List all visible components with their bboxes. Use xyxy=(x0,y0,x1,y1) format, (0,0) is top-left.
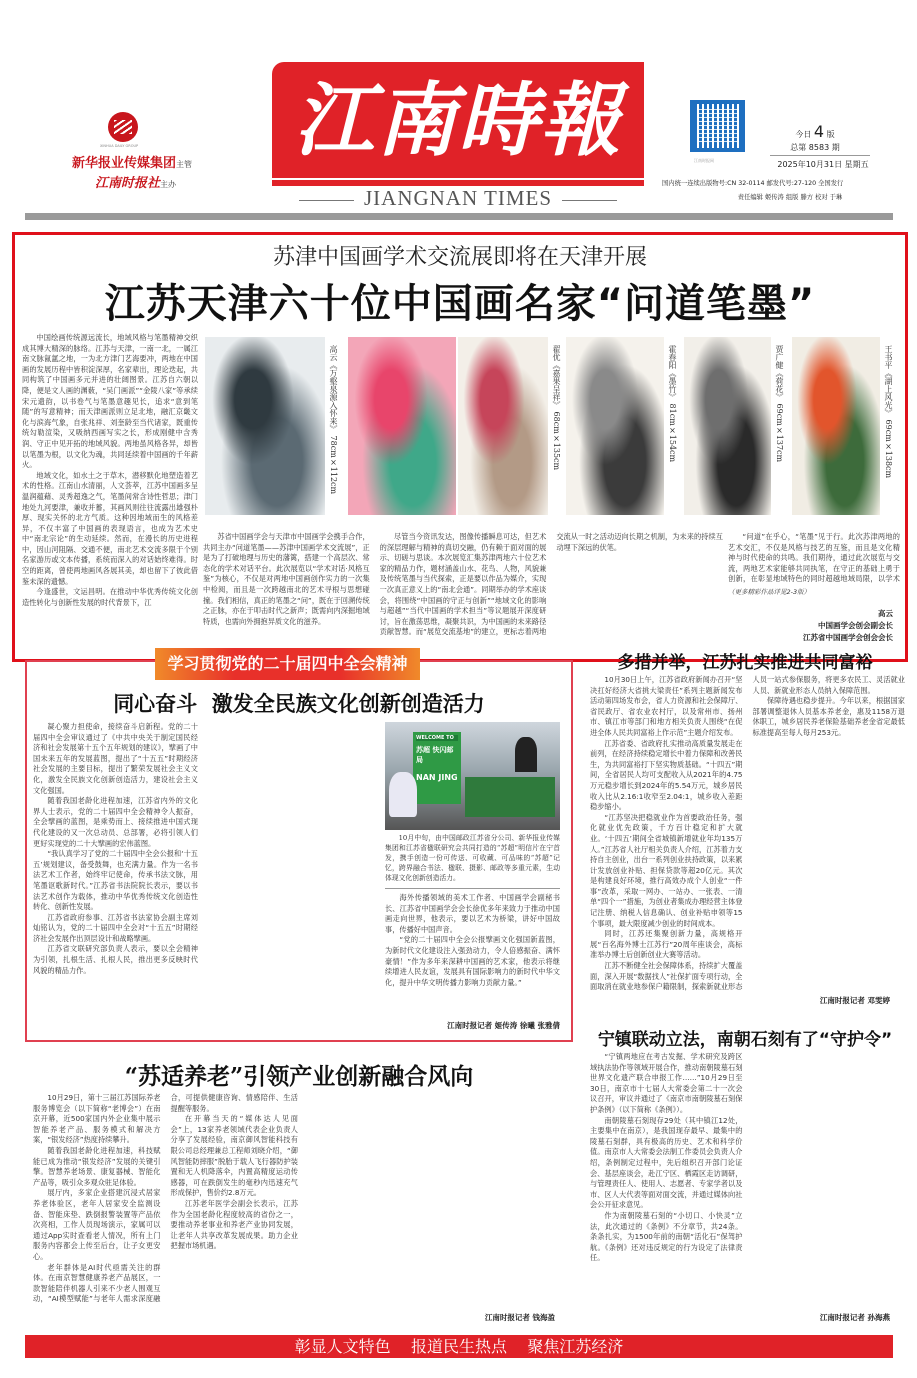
more-works-note: （更多精彩作品详见2-3版） xyxy=(728,588,811,596)
plenum-banner: 学习贯彻党的二十届四中全会精神 xyxy=(155,648,420,680)
lead-closing-paragraph: “问道”在乎心，“笔墨”见于行。此次苏津两地的艺术交汇，不仅是风格与技艺的互鉴，而且是文化精神与时代使命的共鸣。我们期待，通过此次展览与交流，两地艺术家能够共同执笔，在守正的基础上勇于创新，在彰显地域特色的同时超越地域局限，以学术 xyxy=(728,532,900,584)
photo-caption: 10月中旬，由中国邮政江苏省分公司、新华报业传媒集团和江苏省楹联研究会共同打造的“苏超”明信片在宁首发，携手创造一份可传送、可收藏、可品味的“苏超”记忆，跨界融合书法、楹联、摄影、邮政等多重元素，生动体现文化创新创造活力。 xyxy=(385,834,560,882)
paragraph: 随着我国老龄化进程加速，江苏省内外的文化界人士表示，党的二十届四中全会精神令人振奋，全会擘画的蓝图，是乘势而上、接续推进中国式现代化建设的又一次总动员、总部署，必将引领人们更好实现党的二十大擘画的宏伟蓝图。 xyxy=(33,796,198,848)
paragraph: 江苏省委、省政府扎实推动高质量发展走在前列，在经济持续稳定增长中着力保障和改善民生，为共同富裕打下坚实物质基础。“十四五”期间，全省居民人均可支配收入从2021年的4.75万元稳步增长到2024年的5.54万元，城乡居民收入比从2.16:1收窄至2.04:1，城乡收入差距稳步缩小。 xyxy=(590,738,743,812)
person xyxy=(515,737,537,772)
paragraph: 10月30日上午，江苏省政府新闻办召开“坚决扛好经济大省挑大梁责任”系列主题新闻发布活动第四场发布会，省人力资源和社会保障厅、省民政厅、省农业农村厅，以及常州市、扬州市、镇江市等部门和地方相关负责人围绕“在促进全体人民共同富裕上作示范”主题介绍发布。 xyxy=(590,675,743,737)
paragraph: 老年群体是AI时代亟需关注的群体。在南京智慧健康养老产品展区，一款智能陪伴机器人引来不少老人围观互动，“AI模型赋能”与老年人需求深度融合，可提供健康咨询、情感陪伴、生活提醒等服务。 xyxy=(33,1093,298,1304)
paragraph: 今逢盛世，文运昌明。在推动中华优秀传统文化创造性转化与创新性发展的时代背景下，江 xyxy=(22,587,198,607)
mascot xyxy=(389,772,417,817)
plenum-headline: 同心奋斗 激发全民族文化创新创造活力 xyxy=(113,691,485,716)
sponsor-group: 新华报业传媒集团主管 xyxy=(72,156,193,171)
plenum-right-column: 海外传播领域的美术工作者、中国画学会副秘书长、江苏省中国画学会会长徐优多年来致力于推动中国画走向世界，他表示，要以艺术为桥梁，讲好中国故事，传播好中国声音。 “党的二十届四中全会公报擘画文化强国新蓝图，为新时代文化建设注入强劲动力，令人倍感振奋、满怀豪情！”作为多年来深耕中国画的艺术家，他表示将继续增进人民友谊，发展具有国际影响力的新时代中华文化，提升中华文明传播力影响力贡献力量。” xyxy=(385,893,560,987)
xinhua-group-logo xyxy=(108,112,138,142)
publication-number: 国内统一连续出版物号:CN 32-0114 邮发代号:27-120 全国发行 xyxy=(662,180,844,187)
prosperity-headline: 多措并举，江苏扎实推进共同富裕 xyxy=(617,653,873,673)
stone-headline: 宁镇联动立法，南朝石刻有了“守护令” xyxy=(597,1030,893,1050)
editors: 责任编辑 姬传涛 组版 滕方 校对 于琳 xyxy=(737,194,843,201)
paragraph: 同时，江苏还集聚创新力量，高规格开展“百名海外博士江苏行”20周年座谈会，高标准举办博士后创新创业大赛等活动。 xyxy=(590,929,743,960)
paragraph: 作为南朝陵墓石刻的“小切口、小快灵”立法，此次通过的《条例》不分章节，共24条。条条扎实，为1500年前的南朝“活化石”保驾护航。《条例》还对违反规定的行为设定了法律责任。 xyxy=(590,1210,743,1263)
masthead-title: 江南時報 xyxy=(272,62,644,178)
paragraph: 江苏不断健全社会保障体系，持续扩大覆盖面，深入开展“数据找人”社保扩面专项行动，全面取消在就业地参保户籍限制，探索新就业形态人员一站式参保服务，将更多农民工、灵活就业人员、新就业形态人员纳入保障范围。 xyxy=(590,675,905,992)
english-title: JIANGNAN TIMES xyxy=(272,186,644,211)
painting-caption: 翟优《嘉果呈祥》 68cm×135cm xyxy=(552,345,561,471)
elderly-byline: 江南时报记者 钱海盈 xyxy=(484,1313,555,1322)
lead-closing xyxy=(728,532,900,585)
qr-label: 江南时报网 xyxy=(694,158,714,163)
paragraph: 10月29日，第十三届江苏国际养老服务博览会（以下简称“老博会”）在南京开幕，近500家国内外企业集中展示智能养老产品、服务模式和解决方案，“银发经济”热度持续攀升。 xyxy=(33,1093,161,1145)
qr-code-icon[interactable] xyxy=(690,100,745,152)
group-logo-text: XINHUA DAILY GROUP xyxy=(100,144,139,148)
paragraph: 江苏老年医学会副会长表示，江苏作为全国老龄化程度较高的省份之一，要推动养老事业和养老产业协同发展，让老年人共享改革发展成果。助力企业把握市场机遇。 xyxy=(170,1198,298,1251)
masthead-rule xyxy=(25,213,893,220)
lead-author: 高云 xyxy=(878,609,893,618)
painting xyxy=(458,337,548,515)
painting xyxy=(566,337,664,515)
paragraph: 苏省中国画学会与天津市中国画学会携手合作，共同主办“问道笔墨——苏津中国画学术交流展”，正是为了打破地理与历史的藩篱，搭建一个高层次、常态化的学术对话平台。此次展览以“学术对话·风格互鉴”为核心，不仅是对两地中国画创作实力的一次集中检阅，而且是一次跨越南北的艺术寻根与思想碰撞。我们相信，真正的笔墨之“问”，既在于回溯传统之正脉，亦在于叩击时代之新声；既需向内深掘地域特质，也需向外拥抱异质文化的滋养。 xyxy=(203,532,370,626)
elderly-body xyxy=(33,1093,573,1311)
photo-sign: WELCOME TO 苏超 快闪邮局 NAN JING xyxy=(413,732,461,804)
paragraph: 在开幕当天的“媒体达人见面会”上，13家养老领域代表企业负责人分享了发展经验，南京御风智能科技有限公司总经理兼总工程师刘晓介绍，“御风智能防摔服”脱胎于载人飞行器防护装置和无人机降落伞，内置高精度运动传感器，可在跌倒发生的毫秒内迅速充气形成保护，售价约2.8万元。 xyxy=(170,1114,298,1198)
stone-body xyxy=(590,1052,905,1310)
lead-author-title-1: 中国画学会创会副会长 xyxy=(818,621,893,630)
painting-caption: 贾广健《荷花》 69cm×137cm xyxy=(775,345,784,463)
painting xyxy=(792,337,880,515)
painting xyxy=(205,337,325,515)
counter xyxy=(465,777,555,817)
issue-date: 2025年10月31日 星期五 xyxy=(777,160,869,169)
paragraph: 随着我国老龄化进程加速，科技赋能已成为推动“银发经济”发展的关键引擎。智慧养老场景、康复器械、智能化产品等，吸引众多观众驻足体验。 xyxy=(33,1145,161,1187)
plenum-body xyxy=(33,722,373,1027)
footer-slogan-bar: 彰显人文特色 报道民生热点 聚焦江苏经济 xyxy=(25,1335,893,1358)
lead-bottom-text xyxy=(203,532,723,647)
lead-subtitle: 苏津中国画学术交流展即将在天津开展 xyxy=(272,245,647,270)
paragraph: “江苏坚决把稳就业作为首要政治任务，强化就业优先政策，千方百计稳定和扩大就业。‘十四五’期间全省城镇新增就业年均135万人。”江苏省人社厅相关负责人介绍，江苏着力支持自主创业，出台一系列创业扶持政策，以来累计发放创业补贴、担保贷款等超20亿元。其次是构建良好环境，推行高效办成个人创业“一件事”改革，采取一网办、一站办、一张表、一清单“四个一”措施，为创业者集成办理经营主体登记注册、纳税人信息确认、创业补贴申领等15个事项，最大限度减少创业的时间成本。 xyxy=(590,812,743,928)
prosperity-body xyxy=(590,675,905,993)
paragraph: 江苏省政府参事、江苏省书法家协会副主席刘灿铭认为，党的二十届四中全会对“十五五”时期经济社会发展作出顶层设计和战略擘画。 xyxy=(33,912,198,943)
paragraph: 保障待遇也稳步提升。今年以来，根据国家部署调整退休人员基本养老金，惠及1158万退休职工，城乡居民养老保险基础养老金省定最低标准提高至每人每月253元。 xyxy=(752,696,905,737)
lead-left-column xyxy=(22,333,198,631)
lead-headline: 江苏天津六十位中国画名家“问道笔墨” xyxy=(104,281,816,327)
paragraph: “宁镇两地应在考古发掘、学术研究及跨区域执法协作等领域开展合作，推动南朝陵墓石刻世界文化遗产联合申报工作……”10月29日至30日，南京市十七届人大常委会第二十一次会议召开，审议并通过了《南京市南朝陵墓石刻保护条例》（以下简称《条例》）。 xyxy=(590,1052,743,1114)
page-count: 今日 4 版 xyxy=(795,122,835,141)
stamp-booth-photo xyxy=(385,722,560,830)
plenum-byline: 江南时报记者 姬传涛 徐曦 张雅倩 xyxy=(447,1021,560,1030)
paragraph: 江苏省文联研究部负责人表示，要以全会精神为引领，扎根生活、扎根人民，推出更多反映时代风貌的精品力作。 xyxy=(33,944,198,975)
elderly-headline: “苏适养老”引领产业创新融合风向 xyxy=(124,1063,474,1090)
stone-byline: 江南时报记者 孙海燕 xyxy=(819,1313,890,1322)
paragraph: 尽管当今资讯发达，图像传播瞬息可达，但艺术的深层理解与精神的真切交融，仍有赖于面对面的展示、切磋与思谈。本次展览汇集苏津两地六十位艺术家的精品力作，题材涵盖山水、花鸟、人物，风貌兼及传统笔墨与当代探索，正是要以作品为媒介，实现一次真正意义上的“南北会通”。同期举办的学术座谈会，将围绕“中国画的守正与创新”“地域文化的影响与超越”“当代中国画的学术担当”等议题展开深度研讨，旨在激荡思维，凝聚共识，为中国画的未来路径贡献智慧。而“展览交流基地”的建立，更标志着两地交流从一时之活动迈向长期之机制，为未来的持续互动埋下深远的伏笔。 xyxy=(379,532,723,637)
paragraph: 凝心聚力担使命，接续奋斗启新程。党的二十届四中全会审议通过了《中共中央关于制定国民经济和社会发展第十五个五年规划的建议》，擘画了中国未来五年的发展蓝图，提出了“十五五”时期经济社会发展的主要目标，提出了繁荣发展社会主义文化，激发全民族文化创新创造活力，建设社会主义文化强国。 xyxy=(33,722,198,795)
divider xyxy=(770,155,870,156)
sponsor-paper: 江南时报社主办 xyxy=(95,176,177,191)
paragraph: 南朝陵墓石刻现存29处（其中镇江12处，主要集中在南京），是我国现存最早、最集中的陵墓石刻群，具有极高的历史、艺术和科学价值。南京市人大常委会法制工作委员会负责人介绍，条例制定过程中，先后组织召开部门论证会、基层座谈会，赴江宁区、栖霞区走访调研，与管理责任人、使用人、志愿者、专家学者以及市、区人大代表等面对面交流，并通过媒体向社会公开征求意见。 xyxy=(590,1115,743,1210)
painting xyxy=(684,337,771,515)
paragraph: “我认真学习了党的二十届四中全会公报和‘十五五’规划建议，备受鼓舞，也充满力量。作为一名书法艺术工作者，始终牢记使命，传承书法文脉，用笔墨讴歌新时代。”江苏省书法院院长表示，要以书法艺术创作为载体，推动中华优秀传统文化创造性转化、创新性发展。 xyxy=(33,849,198,912)
divider xyxy=(385,888,560,889)
paragraph: 中国绘画传统源远流长，地域风格与笔墨精神交织成其博大精深的脉络。江苏与天津，一南一北，一属江南文脉氤氲之地，一为北方津门艺海要冲，两地在中国画的发展历程中皆积淀深厚，名家辈出，理论迭起，共同构筑了中国画多元并进的壮阔图景。江苏自六朝以降，便是文人画的渊薮，“吴门画派”“金陵八家”等承续宋元遗韵，以书卷气与笔墨意趣见长，追求“意到笔随”的写意精神；而天津画派则立足北地，融汇京畿文化与滨海气象，自张兆祥、刘奎龄至当代诸家，既重传统勾勒渲染，又吸纳西画写实之长，形成刚健中含秀润、守正中见开拓的地域风貌。两地虽风格各异，却皆以笔墨为根，以文化为魂，共同延续着中国画的千年薪火。 xyxy=(22,333,198,470)
prosperity-byline: 江南时报记者 邓雯婷 xyxy=(819,996,890,1005)
painting-caption: 霍春阳《墨竹》 81cm×154cm xyxy=(668,345,677,463)
painting-caption: 高云《万壑泉源入怀来》 78cm×112cm xyxy=(329,345,338,495)
painting xyxy=(348,337,456,515)
paragraph: 地域文化，如水土之于草木，潜移默化地塑造着艺术的性格。江南山水清丽，人文荟萃，江苏中国画多呈温润蕴藉、灵秀超逸之气，笔墨间常含诗性哲思；津门地处九河要津，兼收并蓄，其画风则往往流露出雄强朴厚、现实关怀的北方气质。这种因地域而生的风格差异，不仅丰富了中国画的表现语言，也成为艺术史中“南北宗论”的生动延续。然而，在漫长的历史进程中，因山河阻隔、交通不便，南北艺术交流多限于个别名家游历或文本传播，系统而深入的对话始终难得。时空的距离，曾使两地画风各展其美，却也留下了彼此借鉴未深的遗憾。 xyxy=(22,470,198,586)
paragraph: 展厅内，多家企业搭建沉浸式居家养老体验区，老年人居家安全监测设备、智能床垫、跌倒报警装置等产品依次亮相，工作人员现场演示，家属可以通过App实时查看老人情况，所有上门服务内容都会上传至后台，让子女更安心。 xyxy=(33,1188,161,1261)
issue-number: 总第 8583 期 xyxy=(790,143,840,152)
lead-author-title-2: 江苏省中国画学会创会会长 xyxy=(803,633,893,642)
painting-caption: 王书平《湖上风光》 69cm×138cm xyxy=(884,345,893,479)
